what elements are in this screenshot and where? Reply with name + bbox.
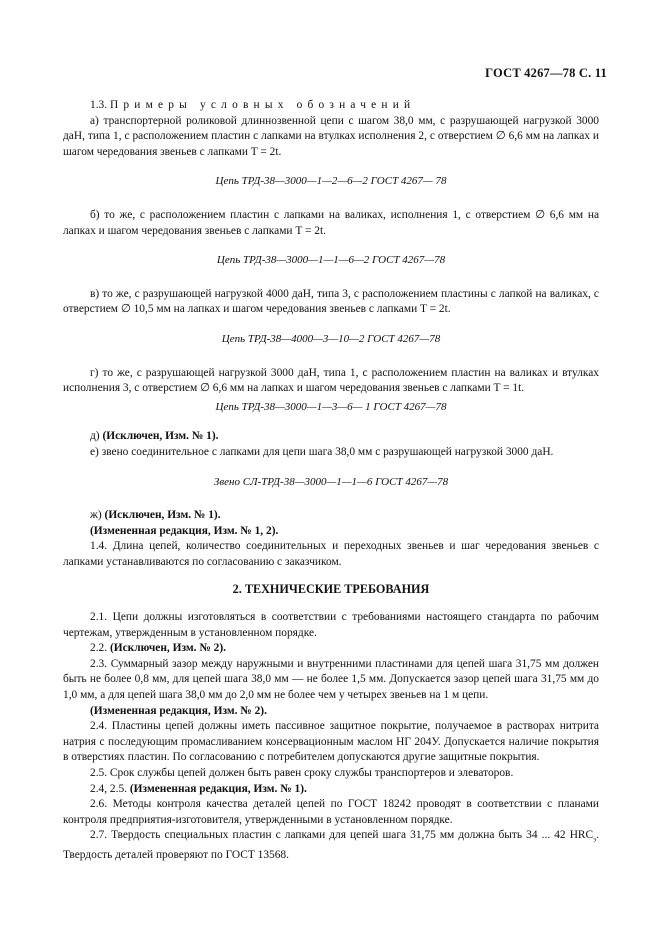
designation-b: Цепь ТРД-38—3000—1—1—6—2 ГОСТ 4267—78 [216,254,446,267]
designation-v: Цепь ТРД-38—4000—3—10—2 ГОСТ 4267—78 [221,332,441,345]
designation-a: Цепь ТРД-38—3000—1—2—6—2 ГОСТ 4267— 78 [215,175,447,188]
clause-2-4: 2.4. Пластины цепей должны иметь пассивное защитное покрытие, получаемое в растворах нитрита натрия с последующим промасливанием консервационным маслом НГ 204У. Допускается наличие покрытия в отверстиях пластин. По согласованию с потребителем допускаются другие защитные покрытия. [63,720,599,764]
item-label: ж) [90,509,102,522]
clause-2-1: 2.1. Цепи должны изготовляться в соответствии с требованиями настоящего стандарта по рабочим чертежам, утвержденным в установленном порядке. [63,611,599,639]
item-label: д) [90,430,100,443]
clause-2-7-text: 2.7. Твердость специальных пластин с лапками для цепей шага 31,75 мм должна быть 34 ... 42 HRC [90,829,594,842]
clause-2-7-tail: . Твердость деталей проверяют по ГОСТ 13568. [63,829,599,862]
section-2-heading: 2. ТЕХНИЧЕСКИЕ ТРЕБОВАНИЯ [232,582,430,597]
example-g: г) то же, с разрушающей нагрузкой 3000 даН, типа 1, с расположением пластин на валиках и втулках исполнения 3, с отверстием ∅ 6,6 мм на лапках и шагом чередования звеньев с лапками T = 1t. [63,366,599,395]
designation-e: Звено СЛ-ТРД-38—3000—1—1—6 ГОСТ 4267—78 [213,475,449,488]
clause-title: Примеры условных обозначений [109,99,416,111]
clause-2-3: 2.3. Суммарный зазор между наружными и внутренними пластинами для цепей шага 31,75 мм должен быть не более 0,8 мм, для цепей шага 38,0 мм — не более 1,5 мм. Допускается зазор цепей шага 31,75 мм до 1,0 мм, а для цепей шага 38,0 мм до 2,0 мм не более чем у четырех звеньев на 1 м цепи. [63,657,599,702]
clause-2-2 [63,641,599,657]
example-d [63,429,599,445]
example-a: а) транспортерной роликовой длиннозвенной цепи с шагом 38,0 мм, с разрушающей нагрузкой 3000 даН, типа 1, с расположением пластин с лапками на втулках исполнения 2, с отверстием ∅ 6,6 мм на лапках и шагом чередования звеньев с лапками T = 2t. [63,114,599,158]
hardness-subscript: э [593,835,597,844]
excluded-note: (Исключен, Изм. № 1). [104,509,221,522]
excluded-note: (Исключен, Изм. № 2). [109,642,226,655]
clause-1-3-heading [63,98,599,114]
clause-number: 2.2. [90,642,108,655]
example-b: б) то же, с расположением пластин с лапками на валиках, исполнения 1, с отверстием ∅ 6,6 мм на лапках и шагом чередования звеньев с лапками T = 2t. [63,208,599,237]
designation-g: Цепь ТРД-38—3000—1—3—6— 1 ГОСТ 4267—78 [215,400,447,413]
excluded-note: (Исключен, Изм. № 1). [102,430,219,443]
clause-2-6: 2.6. Методы контроля качества деталей цепей по ГОСТ 18242 проводят в соответствии с планами контроля предприятия-изготовителя, утвержденными в установленном порядке. [63,798,599,826]
document-body [63,98,599,864]
example-v: в) то же, с разрушающей нагрузкой 4000 даН, типа 3, с расположением пластины с лапкой на валиках, с отверстием ∅ 10,5 мм на лапках и шагом чередования звеньев с лапками T = 2t. [63,287,599,316]
page-header: ГОСТ 4267—78 С. 11 [485,66,607,80]
clause-2-5: 2.5. Срок службы цепей должен быть равен сроку службы транспортеров и элеваторов. [90,767,514,779]
clause-number: 1.3. [90,99,108,111]
clause-2-7 [63,828,599,863]
revision-note: (Измененная редакция, Изм. № 1, 2). [90,524,279,537]
clause-1-4: 1.4. Длина цепей, количество соединительных и переходных звеньев и шаг чередования звеньев с лапками устанавливаются по согласованию с заказчиком. [63,540,599,568]
example-e: е) звено соединительное с лапками для цепи шага 38,0 мм с разрушающей нагрузкой 3000 даН. [90,445,554,458]
revision-note: (Измененная редакция, Изм. № 2). [90,704,267,717]
revision-note: (Измененная редакция, Изм. № 1). [129,782,307,795]
clause-number: 2.4, 2.5. [90,782,128,795]
clause-2-4-2-5-note [63,782,599,798]
example-zh [63,508,599,524]
